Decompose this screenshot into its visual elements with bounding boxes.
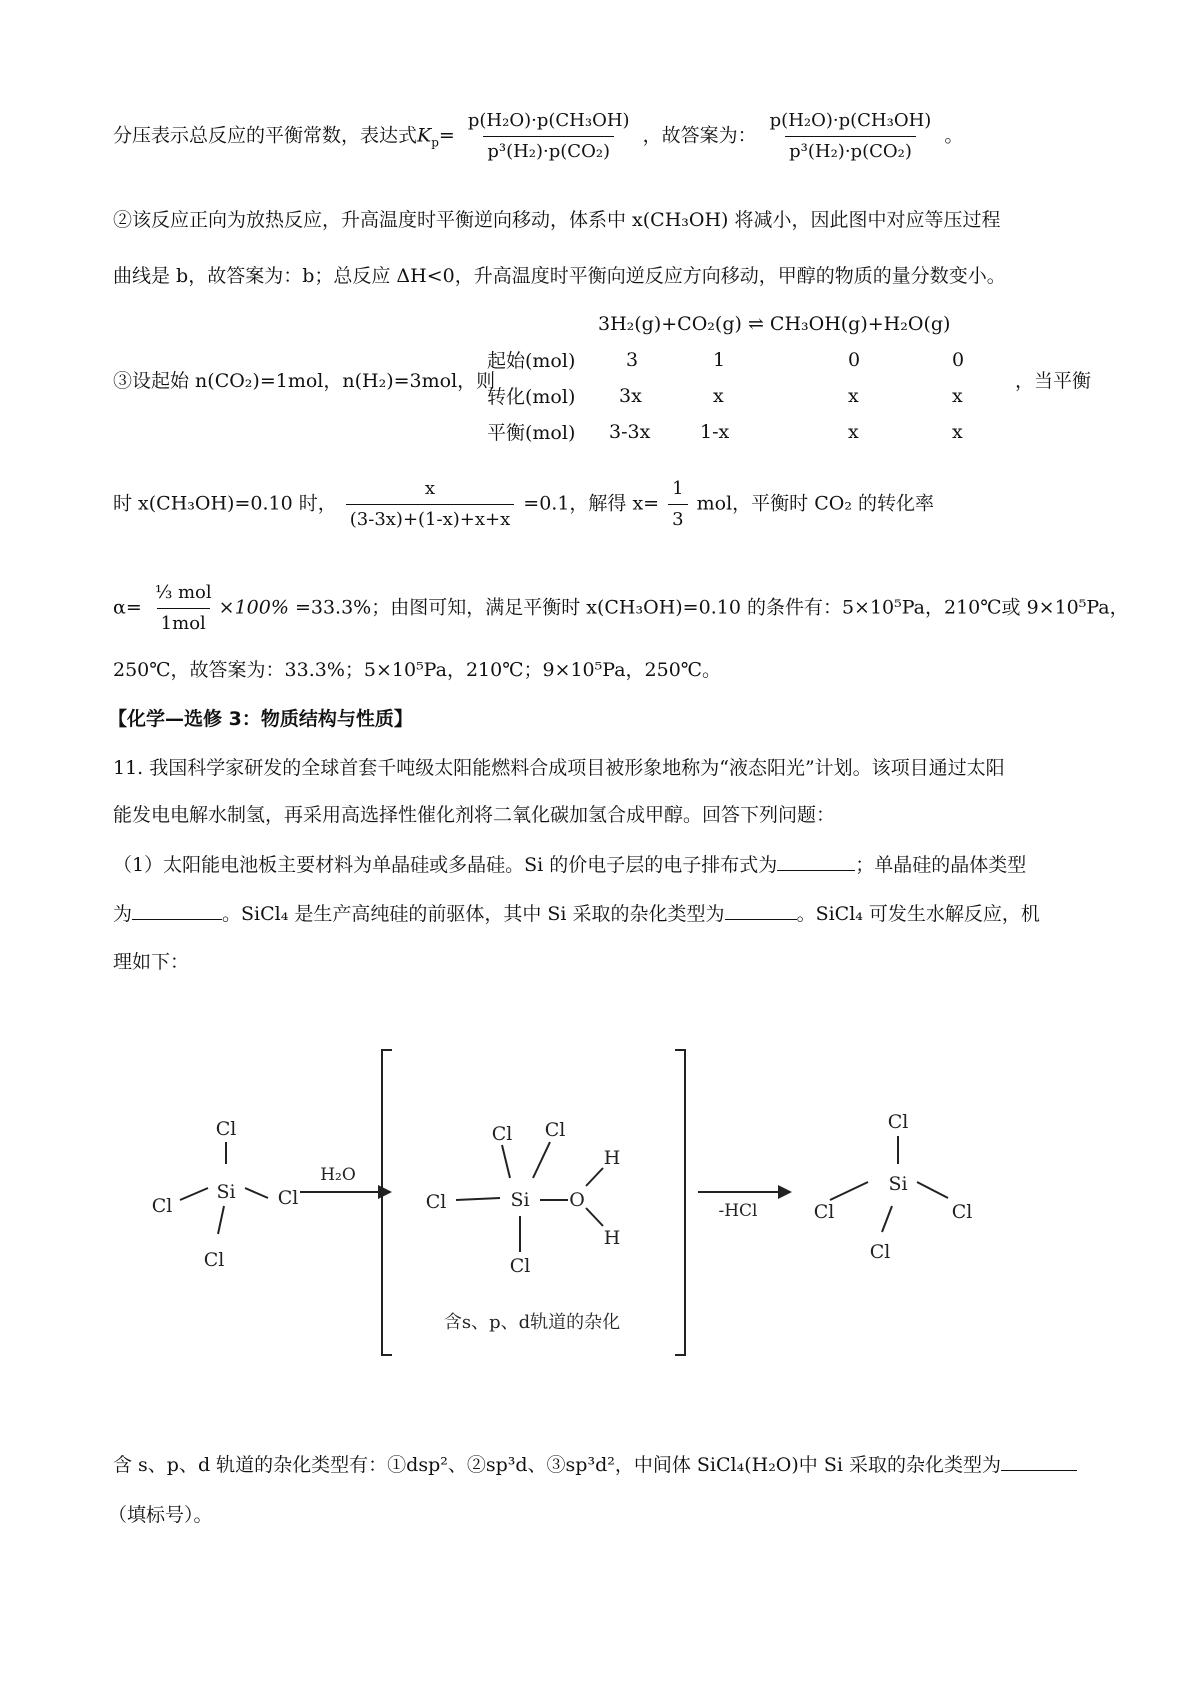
atom-label: Si: [888, 1173, 908, 1195]
kp-prefix: 分压表示总反应的平衡常数，表达式: [113, 124, 418, 147]
alpha-denominator: 1mol: [157, 608, 210, 637]
kp-fraction: [464, 108, 634, 165]
ice-cell: x: [848, 385, 859, 407]
atom-label: Cl: [951, 1201, 973, 1223]
atom-label: Cl: [491, 1123, 513, 1145]
kp-answer-denominator: p³(H₂)·p(CO₂): [785, 136, 916, 165]
ice-row-label: 起始(mol): [487, 350, 576, 372]
atom-label: Cl: [425, 1191, 447, 1213]
atom-label: Cl: [215, 1118, 237, 1140]
ice-cell: x: [848, 421, 859, 443]
alpha-prefix: α=: [113, 596, 142, 619]
alpha-numerator: ⅓ mol: [154, 582, 212, 603]
ice-after: ，当平衡: [1015, 370, 1092, 392]
q11-line-1: 11. 我国科学家研发的全球首套千吨级太阳能燃料合成项目被形象地称为“液态阳光”计划。该项目通过太阳: [113, 757, 1005, 779]
ice-row-label: 平衡(mol): [487, 422, 576, 444]
ice-equation: 3H₂(g)+CO₂(g) ⇌ CH₃OH(g)+H₂O(g): [598, 313, 951, 335]
mole-fraction-expression: [346, 476, 514, 533]
q11-part1-text-a: （1）太阳能电池板主要材料为单晶硅或多晶硅。Si 的价电子层的电子排布式为: [113, 854, 778, 876]
q11-part1-text-e: 。SiCl₄ 可发生水解反应，机: [796, 903, 1040, 925]
kp-answer-fraction: [766, 108, 936, 165]
ice-cell: x: [713, 385, 724, 407]
x-value-fraction: [668, 476, 687, 533]
ice-cell: 1: [713, 349, 726, 371]
ice-cell: 3x: [619, 385, 642, 407]
q11-line-2: 能发电电解水制氢，再采用高选择性催化剂将二氧化碳加氢合成甲醇。回答下列问题：: [113, 804, 836, 826]
answer-2-line-1: ②该反应正向为放热反应，升高温度时平衡逆向移动，体系中 x(CH₃OH) 将减小，因此图中对应等压过程: [113, 209, 1001, 231]
ice-row-label: 转化(mol): [487, 386, 576, 408]
diagram-caption: 含s、p、d轨道的杂化: [443, 1312, 621, 1333]
atom-label: O: [569, 1189, 585, 1211]
atom-label: Cl: [887, 1111, 909, 1133]
hydrolysis-mechanism-diagram: [140, 1040, 1040, 1370]
atom-label: H: [603, 1147, 621, 1169]
reagent-label: H₂O: [320, 1165, 356, 1185]
alpha-fraction: [151, 580, 216, 637]
atom-label: Cl: [869, 1241, 891, 1263]
ice-intro: ③设起始 n(CO₂)=1mol，n(H₂)=3mol，则: [113, 370, 496, 392]
ice-cell: x: [952, 385, 963, 407]
q11-part1-text-b: ；单晶硅的晶体类型: [855, 854, 1027, 876]
ice-cell: 0: [848, 349, 861, 371]
x-value-numerator: 1: [672, 478, 684, 499]
mole-fraction-denominator: (3-3x)+(1-x)+x+x: [346, 504, 514, 533]
kp-denominator: p³(H₂)·p(CO₂): [483, 136, 614, 165]
atom-label: Cl: [151, 1195, 173, 1217]
mole-fraction-numerator: x: [424, 478, 436, 499]
kp-end: 。: [944, 124, 964, 147]
alpha-times: ×100%: [218, 596, 289, 619]
alpha-line-2: 250℃，故答案为：33.3%；5×10⁵Pa，210℃；9×10⁵Pa，250℃。: [113, 659, 722, 681]
ice-cell: 1-x: [700, 421, 730, 443]
answer-blank-electron-config[interactable]: [777, 852, 855, 871]
ice-cell: 3-3x: [609, 421, 651, 443]
atom-label: Cl: [544, 1119, 566, 1141]
byproduct-label: -HCl: [718, 1201, 758, 1221]
q11-part1-text-d: 。SiCl₄ 是生产高纯硅的前驱体，其中 Si 采取的杂化类型为: [222, 903, 725, 925]
kp-numerator: p(H₂O)·p(CH₃OH): [467, 110, 630, 131]
calc-tail: mol，平衡时 CO₂ 的转化率: [696, 492, 934, 515]
answer-blank-crystal-type[interactable]: [132, 901, 222, 920]
q11-part1-line-2: [113, 901, 1040, 927]
calc-prefix: 时 x(CH₃OH)=0.10 时，: [113, 492, 337, 515]
calc-mid: =0.1，解得 x=: [523, 492, 660, 515]
atom-label: Cl: [203, 1249, 225, 1271]
section-heading: 【化学—选修 3：物质结构与性质】: [108, 708, 413, 730]
calc-line: [113, 476, 934, 533]
atom-label: Si: [510, 1189, 530, 1211]
kp-equals: =: [438, 124, 455, 147]
ice-cell: x: [952, 421, 963, 443]
atom-label: Cl: [277, 1187, 299, 1209]
alpha-rest: =33.3%；由图可知，满足平衡时 x(CH₃OH)=0.10 的条件有：5×10⁵Pa，210℃或 9×10⁵Pa，: [294, 596, 1129, 619]
q11-part1-line-3: 理如下：: [113, 951, 190, 973]
final-line-1: [113, 1452, 1077, 1478]
kp-subscript: p: [431, 135, 439, 150]
alpha-line: [113, 580, 1129, 637]
kp-answer-numerator: p(H₂O)·p(CH₃OH): [769, 110, 932, 131]
q11-part1-line-1: [113, 852, 1026, 878]
q11-part1-text-c: 为: [113, 903, 133, 925]
answer-2-line-2: 曲线是 b，故答案为：b；总反应 ΔH<0，升高温度时平衡向逆反应方向移动，甲醇的物质的量分数变小。: [113, 265, 1006, 287]
atom-label: Cl: [813, 1201, 835, 1223]
answer-blank-hybridization[interactable]: [725, 901, 797, 920]
ice-cell: 3: [626, 349, 639, 371]
kp-answer-label: ，故答案为：: [642, 124, 757, 147]
atom-label: H: [603, 1227, 621, 1249]
final-line-2: （填标号）。: [108, 1504, 213, 1526]
atom-label: Si: [216, 1181, 236, 1203]
ice-cell: 0: [952, 349, 965, 371]
kp-symbol: K: [417, 124, 432, 147]
atom-label: Cl: [509, 1255, 531, 1277]
kp-line: [113, 108, 963, 165]
final-text: 含 s、p、d 轨道的杂化类型有：①dsp²、②sp³d、③sp³d²，中间体 SiCl₄(H₂O)中 Si 采取的杂化类型为: [113, 1454, 1001, 1476]
x-value-denominator: 3: [668, 504, 687, 533]
answer-blank-intermediate-hybridization[interactable]: [1001, 1452, 1077, 1471]
